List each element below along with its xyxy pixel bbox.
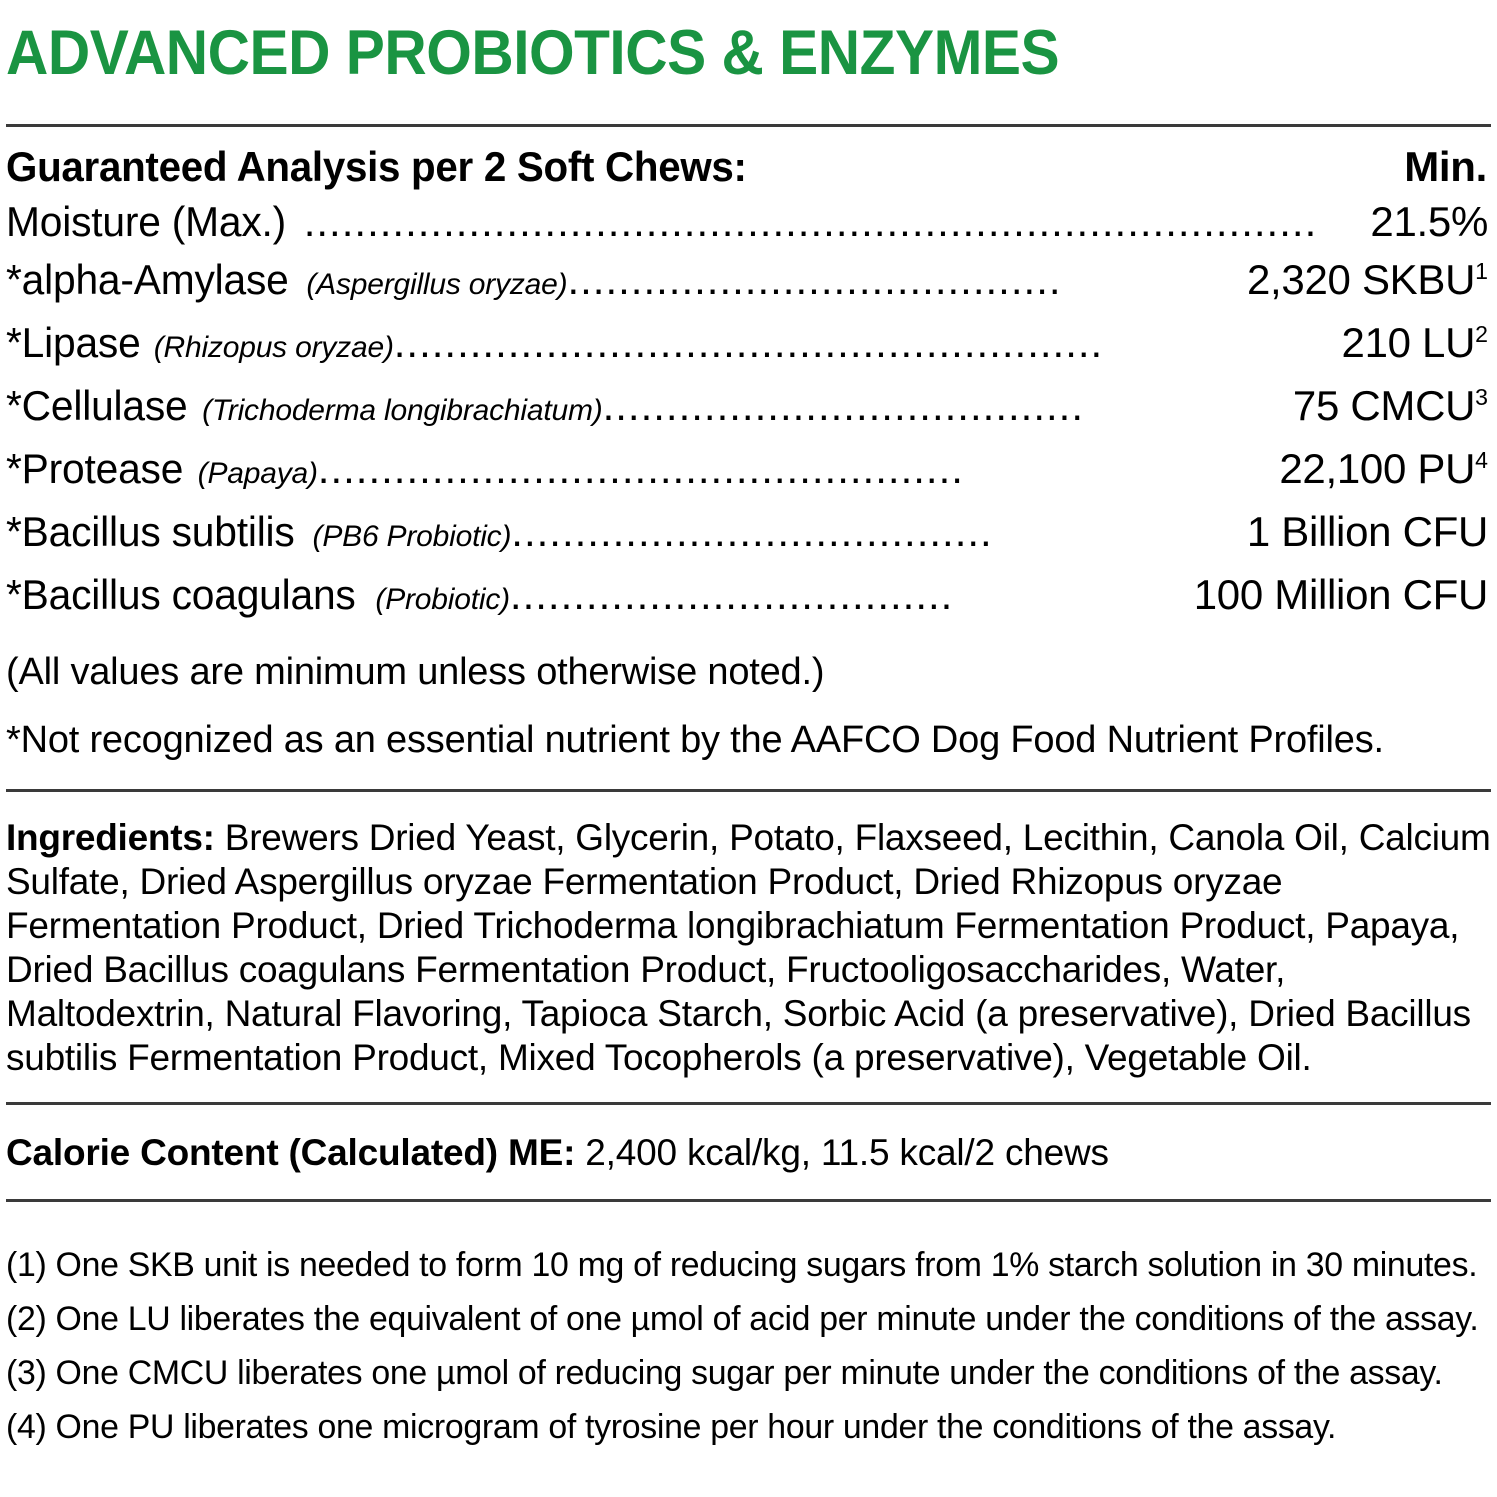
nutrient-source: (Rhizopus oryzae) <box>153 331 394 364</box>
nutrient-value: 100 Million CFU <box>1193 571 1488 618</box>
footnote-4: (4) One PU liberates one microgram of tyrosine per hour under the conditions of the assay. <box>6 1408 1337 1446</box>
table-row <box>6 566 1491 629</box>
table-row <box>6 251 1491 314</box>
leader-dots: ................................................................................ <box>303 198 1318 245</box>
guaranteed-analysis-column-header: Min. <box>1404 143 1487 190</box>
guaranteed-analysis-header-row <box>6 141 1491 193</box>
leader-dots: ........................................................ <box>393 319 1104 366</box>
nutrient-name: *Cellulase <box>6 382 188 429</box>
footnote-3: (3) One CMCU liberates one µmol of reducing sugar per minute under the conditions of the assay. <box>6 1354 1443 1392</box>
guaranteed-analysis-heading: Guaranteed Analysis per 2 Soft Chews: <box>6 143 747 190</box>
leader-dots: ...................................... <box>602 382 1084 429</box>
nutrient-source: (Probiotic) <box>375 583 510 616</box>
footnote-marker: 3 <box>1475 384 1488 410</box>
nutrient-source: (Aspergillus oryzae) <box>306 268 568 301</box>
nutrient-name: *Lipase <box>6 319 141 366</box>
table-row <box>6 440 1491 503</box>
table-row <box>6 377 1491 440</box>
nutrient-value: 1 Billion CFU <box>1246 508 1488 555</box>
page-title: ADVANCED PROBIOTICS & ENZYMES <box>6 18 1060 88</box>
table-row <box>6 193 1491 251</box>
table-row <box>6 503 1491 566</box>
aafco-disclaimer-note: *Not recognized as an essential nutrient by the AAFCO Dog Food Nutrient Profiles. <box>6 719 1384 761</box>
footnote-marker: 1 <box>1475 258 1488 284</box>
leader-dots: ................................................... <box>317 445 964 492</box>
nutrient-name: *Protease <box>6 445 184 492</box>
footnote-1: (1) One SKB unit is needed to form 10 mg of reducing sugars from 1% starch solution in 30 minutes. <box>6 1246 1478 1284</box>
leader-dots: ...................................... <box>511 508 993 555</box>
table-row <box>6 314 1491 377</box>
nutrient-name: *Bacillus coagulans <box>6 571 356 618</box>
nutrient-name: *alpha-Amylase <box>6 256 289 303</box>
minimum-values-note: (All values are minimum unless otherwise noted.) <box>6 651 825 693</box>
footnote-marker: 2 <box>1475 321 1488 347</box>
nutrient-source: (PB6 Probiotic) <box>312 520 512 553</box>
nutrient-value: 22,100 $PU^4$ <box>1279 445 1488 492</box>
ingredients-label: Ingredients: <box>6 817 215 858</box>
nutrient-value: 21.5% <box>1370 198 1488 245</box>
leader-dots: ....................................... <box>567 256 1062 303</box>
nutrient-source: (Trichoderma longibrachiatum) <box>202 394 603 427</box>
nutrient-name: Moisture (Max.) <box>6 198 287 245</box>
calorie-content-label: Calorie Content (Calculated) ME: <box>6 1132 576 1173</box>
ingredients-section <box>6 792 1491 1080</box>
guaranteed-analysis-section <box>6 127 1491 763</box>
calorie-content-section <box>6 1105 1491 1175</box>
calorie-content-value: 2,400 kcal/kg, 11.5 kcal/2 chews <box>575 1132 1109 1173</box>
leader-dots: ................................... <box>509 571 954 618</box>
nutrient-name: *Bacillus subtilis <box>6 508 295 555</box>
ingredients-text: Brewers Dried Yeast, Glycerin, Potato, Flaxseed, Lecithin, Canola Oil, Calcium Sulfate, Dried Aspergillus oryzae Fermentation Product, Dried Rhizopus oryzae Fermentation Product, Dried Trichoderma longibrachiatum Fermentation Product, Papaya, Dried Bacillus coagulans Fermentation Product, Fructooligosaccharides, Water, Maltodextrin, Natural Flavoring, Tapioca Starch, Sorbic Acid (a preservative), Dried Bacillus subtilis Fermentation Product, Mixed Tocopherols (a preservative), Vegetable Oil. <box>6 817 1491 1078</box>
footnote-marker: 4 <box>1475 447 1488 473</box>
footnotes-section <box>6 1202 1491 1454</box>
footnote-2: (2) One LU liberates the equivalent of one µmol of acid per minute under the conditions of the assay. <box>6 1300 1479 1338</box>
nutrient-value: 75 CMCU$^3$ <box>1292 382 1488 429</box>
nutrient-source: (Papaya) <box>197 457 318 490</box>
nutrient-value: 210 $LU^2$ <box>1341 319 1488 366</box>
nutrient-value: 2,320 SKBU$^1$ <box>1247 256 1488 303</box>
